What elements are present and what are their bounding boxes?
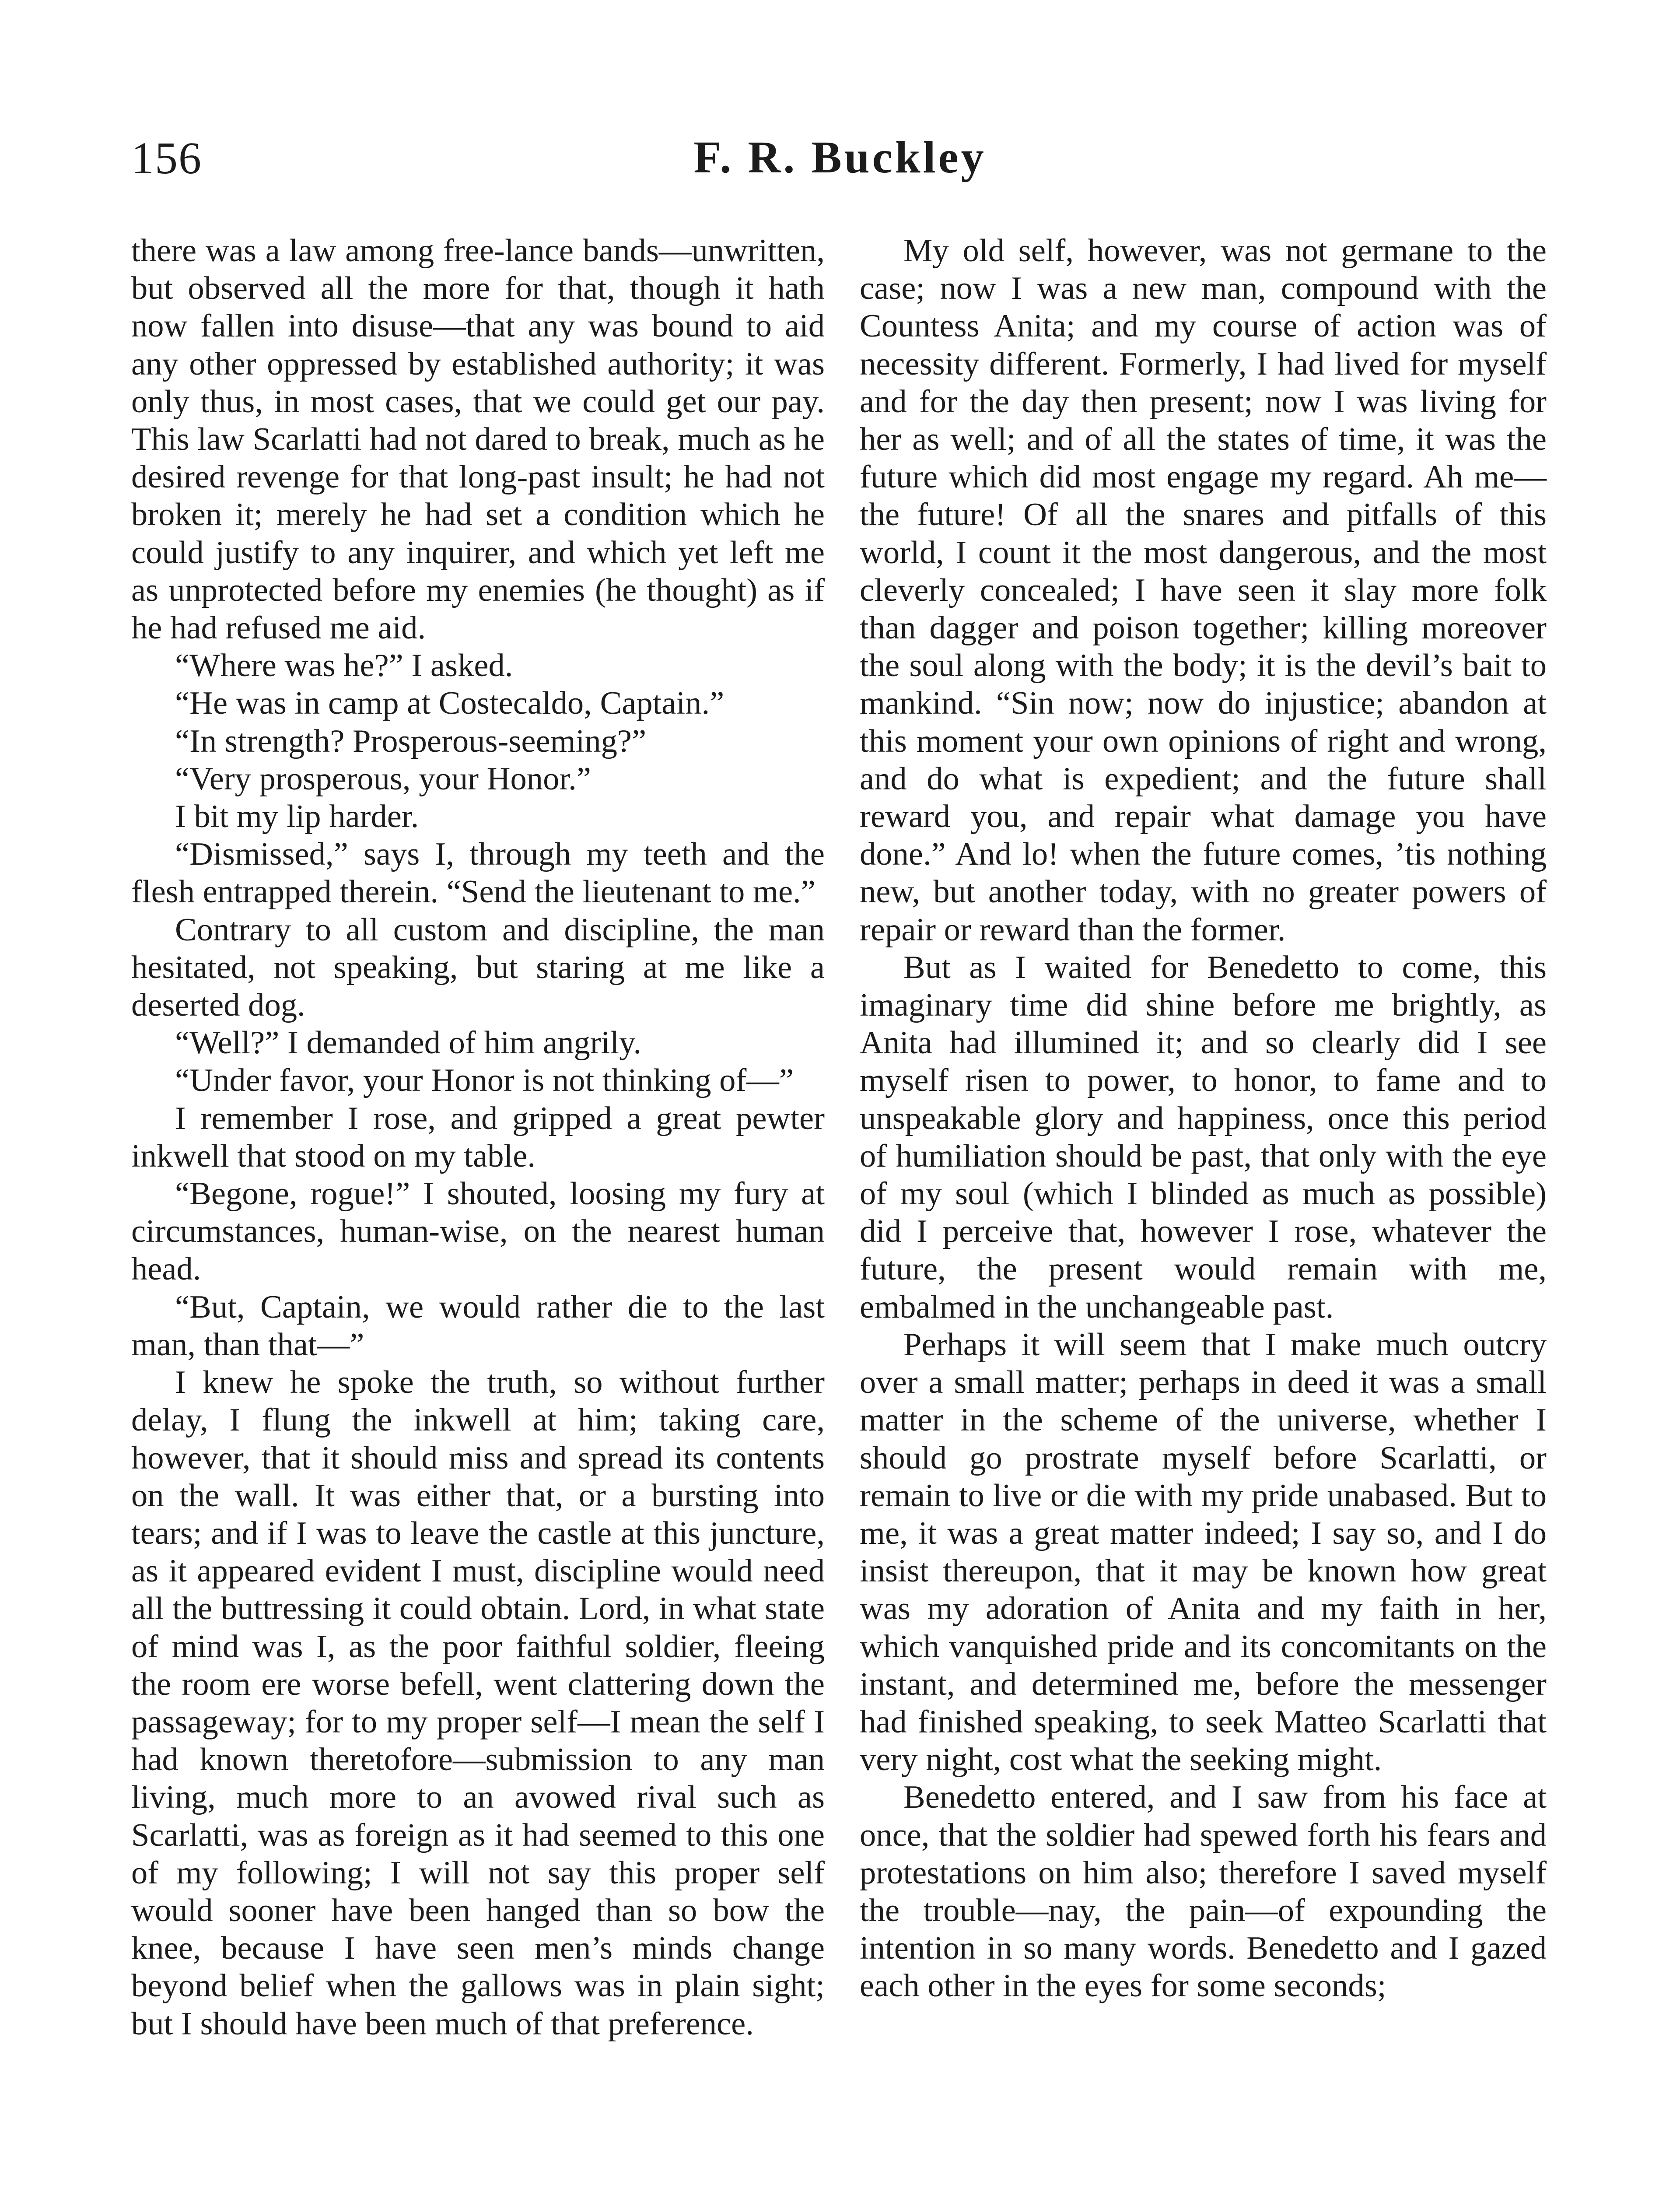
page-number: 156 [131, 133, 202, 183]
paragraph: “Begone, rogue!” I shouted, loosing my fury at circumstances, human-wise, on the nearest human head. [131, 1176, 825, 1287]
paragraph: I remember I rose, and gripped a great pewter inkwell that stood on my table. [131, 1100, 825, 1174]
paragraph: Perhaps it will seem that I make much outcry over a small matter; perhaps in deed it was a small matter in the scheme of the universe, whether I should go prostrate myself before Scarlatti, or remain to live or die with my pride unabased. But to me, it was a great matter indeed; I say so, and I do insist thereupon, that it may be known how great was my adoration of Anita and my faith in her, which vanquished pride and its concomitants on the instant, and determined me, before the messenger had finished speaking, to seek Matteo Scarlatti that very night, cost what the seeking might. [860, 1326, 1547, 1778]
paragraph: “But, Captain, we would rather die to the last man, than that—” [131, 1289, 825, 1363]
left-text-column [131, 232, 825, 2043]
paragraph: “Where was he?” I asked. [175, 648, 513, 684]
paragraph: But as I waited for Benedetto to come, this imaginary time did shine before me brightly, as Anita had illumined it; and so clearly did I see myself risen to power, to honor, to fame and to unspeakable glory and happiness, once this period of humiliation should be past, that only with the eye of my soul (which I blinded as much as possible) did I perceive that, however I rose, whatever the future, the present would remain with me, embalmed in the unchangeable past. [860, 949, 1547, 1325]
paragraph: there was a law among free-lance bands—unwritten, but observed all the more for that, though it hath now fallen into disuse—that any was bound to aid any other oppressed by established authority; it was only thus, in most cases, that we could get our pay. This law Scarlatti had not dared to break, much as he desired revenge for that long-past insult; he had not broken it; merely he had set a condition which he could justify to any inquirer, and which yet left me as unprotected before my enemies (he thought) as if he had refused me aid. [131, 233, 825, 646]
paragraph: “Dismissed,” says I, through my teeth and the flesh entrapped therein. “Send the lieutenant to me.” [131, 836, 825, 910]
paragraph: I bit my lip harder. [175, 799, 419, 835]
running-head-author: F. R. Buckley [693, 132, 987, 182]
paragraph: “In strength? Prosperous-seeming?” [175, 723, 647, 759]
paragraph: Contrary to all custom and discipline, the man hesitated, not speaking, but staring at me like a deserted dog. [131, 912, 825, 1024]
paragraph: My old self, however, was not germane to the case; now I was a new man, compound with the Countess Anita; and my course of action was of necessity different. Formerly, I had lived for myself and for the day then present; now I was living for her as well; and of all the states of time, it was the future which did most engage my regard. Ah me—the future! Of all the snares and pitfalls of this world, I count it the most dangerous, and the most cleverly concealed; I have seen it slay more folk than dagger and poison together; killing moreover the soul along with the body; it is the devil’s bait to mankind. “Sin now; now do injustice; abandon at this moment your own opinions of right and wrong, and do what is expedient; and the future shall reward you, and repair what damage you have done.” And lo! when the future comes, ’tis nothing new, but another today, with no greater powers of repair or reward than the former. [860, 233, 1547, 948]
paragraph: “Under favor, your Honor is not thinking of—” [175, 1062, 794, 1099]
paragraph: “He was in camp at Costecaldo, Captain.” [175, 685, 724, 722]
right-text-column [860, 232, 1547, 2005]
paragraph: I knew he spoke the truth, so without further delay, I flung the inkwell at him; taking care, however, that it should miss and spread its contents on the wall. It was either that, or a bursting into tears; and if I was to leave the castle at this juncture, as it appeared evident I must, discipline would need all the buttressing it could obtain. Lord, in what state of mind was I, as the poor faithful soldier, fleeing the room ere worse befell, went clattering down the passageway; for to my proper self—I mean the self I had known theretofore—submission to any man living, much more to an avowed rival such as Scarlatti, was as foreign as it had seemed to this one of my following; I will not say this proper self would sooner have been hanged than so bow the knee, because I have seen men’s minds change beyond belief when the gallows was in plain sight; but I should have been much of that preference. [131, 1364, 825, 2042]
paragraph: “Well?” I demanded of him angrily. [175, 1025, 642, 1061]
paragraph: “Very prosperous, your Honor.” [175, 761, 591, 797]
page-header [131, 127, 1549, 206]
paragraph: Benedetto entered, and I saw from his face at once, that the soldier had spewed forth his fears and protestations on him also; therefore I saved myself the trouble—nay, the pain—of expounding the intention in so many words. Benedetto and I gazed each other in the eyes for some seconds; [860, 1779, 1547, 2004]
